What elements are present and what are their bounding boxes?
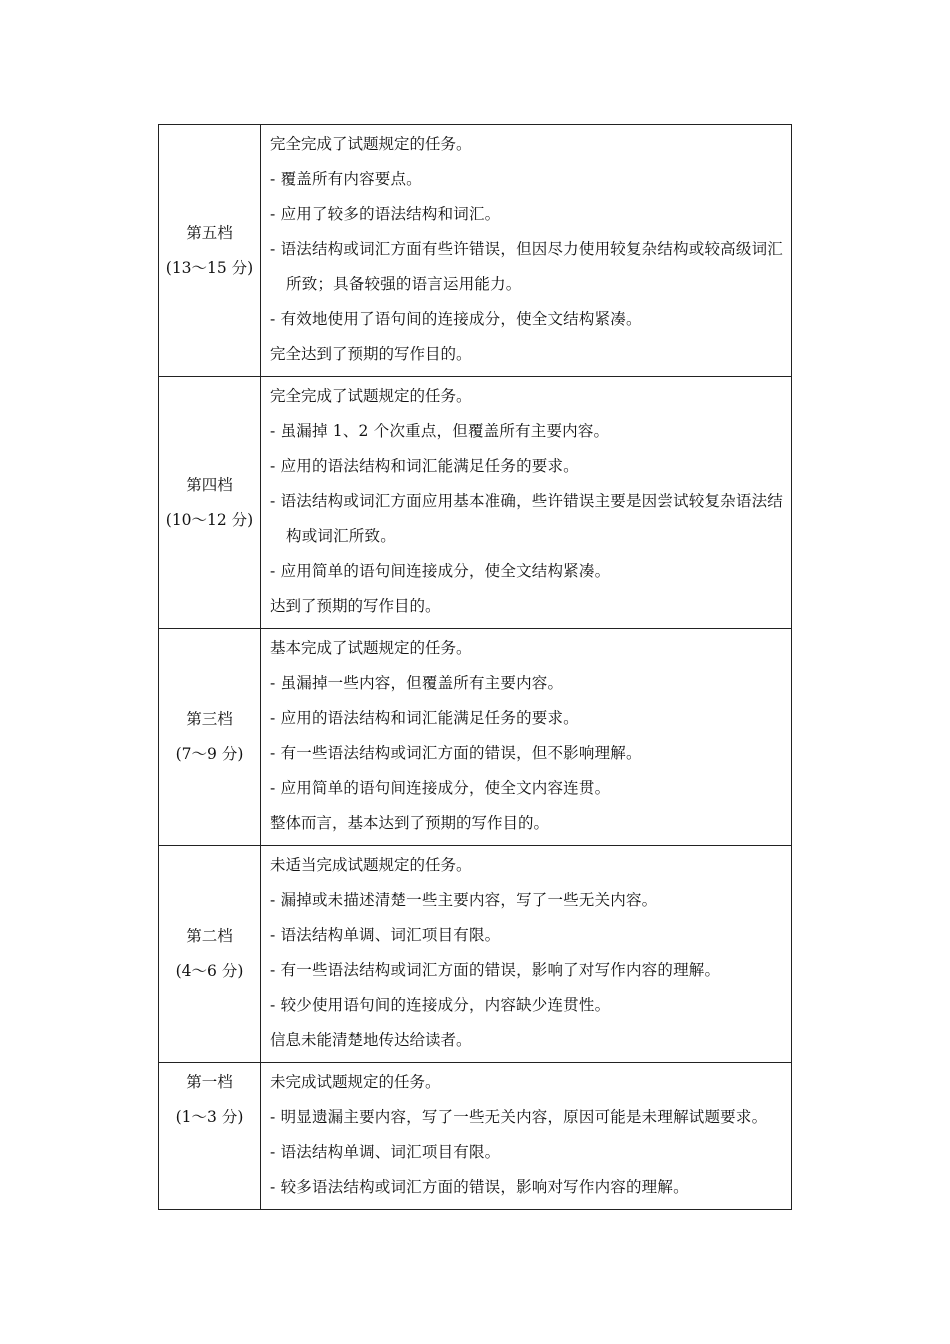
criteria-bullet: - 虽漏掉一些内容，但覆盖所有主要内容。	[270, 674, 564, 692]
band-label-cell	[159, 377, 261, 629]
band-name: 第二档	[186, 927, 233, 945]
band-criteria-cell	[261, 377, 792, 629]
criteria-summary: 达到了预期的写作目的。	[270, 597, 441, 615]
criteria-bullet: - 应用的语法结构和词汇能满足任务的要求。	[270, 709, 579, 727]
criteria-bullet: - 语法结构单调、词汇项目有限。	[270, 1143, 501, 1161]
band-label-cell	[159, 629, 261, 846]
criteria-bullet: - 有一些语法结构或词汇方面的错误，但不影响理解。	[270, 744, 642, 762]
criteria-bullet: - 应用了较多的语法结构和词汇。	[270, 205, 501, 223]
criteria-bullet: - 应用简单的语句间连接成分，使全文内容连贯。	[270, 779, 611, 797]
band-score-range: (4～6 分)	[175, 962, 244, 980]
rubric-row	[159, 377, 792, 629]
criteria-summary: 完全达到了预期的写作目的。	[270, 345, 472, 363]
rubric-row	[159, 125, 792, 377]
criteria-bullet: - 虽漏掉 1、2 个次重点，但覆盖所有主要内容。	[270, 422, 610, 440]
band-criteria-cell	[261, 125, 792, 377]
criteria-bullet: - 有一些语法结构或词汇方面的错误，影响了对写作内容的理解。	[270, 961, 721, 979]
criteria-bullet: - 明显遗漏主要内容，写了一些无关内容，原因可能是未理解试题要求。	[270, 1108, 768, 1126]
criteria-bullet: - 应用简单的语句间连接成分，使全文结构紧凑。	[270, 562, 611, 580]
criteria-summary: 未完成试题规定的任务。	[270, 1073, 441, 1091]
criteria-bullet: - 语法结构或词汇方面有些许错误，但因尽力使用较复杂结构或较高级词汇所致；具备较强的语言运用能力。	[270, 240, 783, 293]
band-label-cell	[159, 125, 261, 377]
criteria-bullet: - 覆盖所有内容要点。	[270, 170, 422, 188]
band-score-range: (13～15 分)	[165, 258, 254, 277]
criteria-summary: 未适当完成试题规定的任务。	[270, 856, 472, 874]
criteria-summary: 完全完成了试题规定的任务。	[270, 135, 472, 153]
rubric-row	[159, 1063, 792, 1210]
criteria-summary: 整体而言，基本达到了预期的写作目的。	[270, 814, 550, 832]
criteria-bullet: - 有效地使用了语句间的连接成分，使全文结构紧凑。	[270, 310, 642, 328]
criteria-summary: 信息未能清楚地传达给读者。	[270, 1031, 472, 1049]
band-name: 第一档	[186, 1073, 233, 1091]
criteria-bullet: - 较少使用语句间的连接成分，内容缺少连贯性。	[270, 996, 611, 1014]
band-score-range: (1～3 分)	[175, 1108, 244, 1126]
band-score-range: (10～12 分)	[165, 510, 254, 529]
rubric-row	[159, 629, 792, 846]
band-name: 第三档	[186, 710, 233, 728]
criteria-summary: 基本完成了试题规定的任务。	[270, 639, 472, 657]
band-criteria-cell	[261, 846, 792, 1063]
band-name: 第四档	[186, 475, 233, 494]
criteria-bullet: - 应用的语法结构和词汇能满足任务的要求。	[270, 457, 579, 475]
band-name: 第五档	[186, 223, 233, 242]
criteria-bullet: - 较多语法结构或词汇方面的错误，影响对写作内容的理解。	[270, 1178, 689, 1196]
band-criteria-cell	[261, 629, 792, 846]
criteria-bullet: - 语法结构或词汇方面应用基本准确，些许错误主要是因尝试较复杂语法结构或词汇所致。	[270, 492, 783, 545]
rubric-row	[159, 846, 792, 1063]
scoring-rubric-table	[158, 124, 792, 1210]
band-label-cell	[159, 846, 261, 1063]
band-label-cell	[159, 1063, 261, 1210]
band-criteria-cell	[261, 1063, 792, 1210]
criteria-bullet: - 漏掉或未描述清楚一些主要内容，写了一些无关内容。	[270, 891, 658, 909]
criteria-bullet: - 语法结构单调、词汇项目有限。	[270, 926, 501, 944]
criteria-summary: 完全完成了试题规定的任务。	[270, 387, 472, 405]
band-score-range: (7～9 分)	[175, 745, 244, 763]
